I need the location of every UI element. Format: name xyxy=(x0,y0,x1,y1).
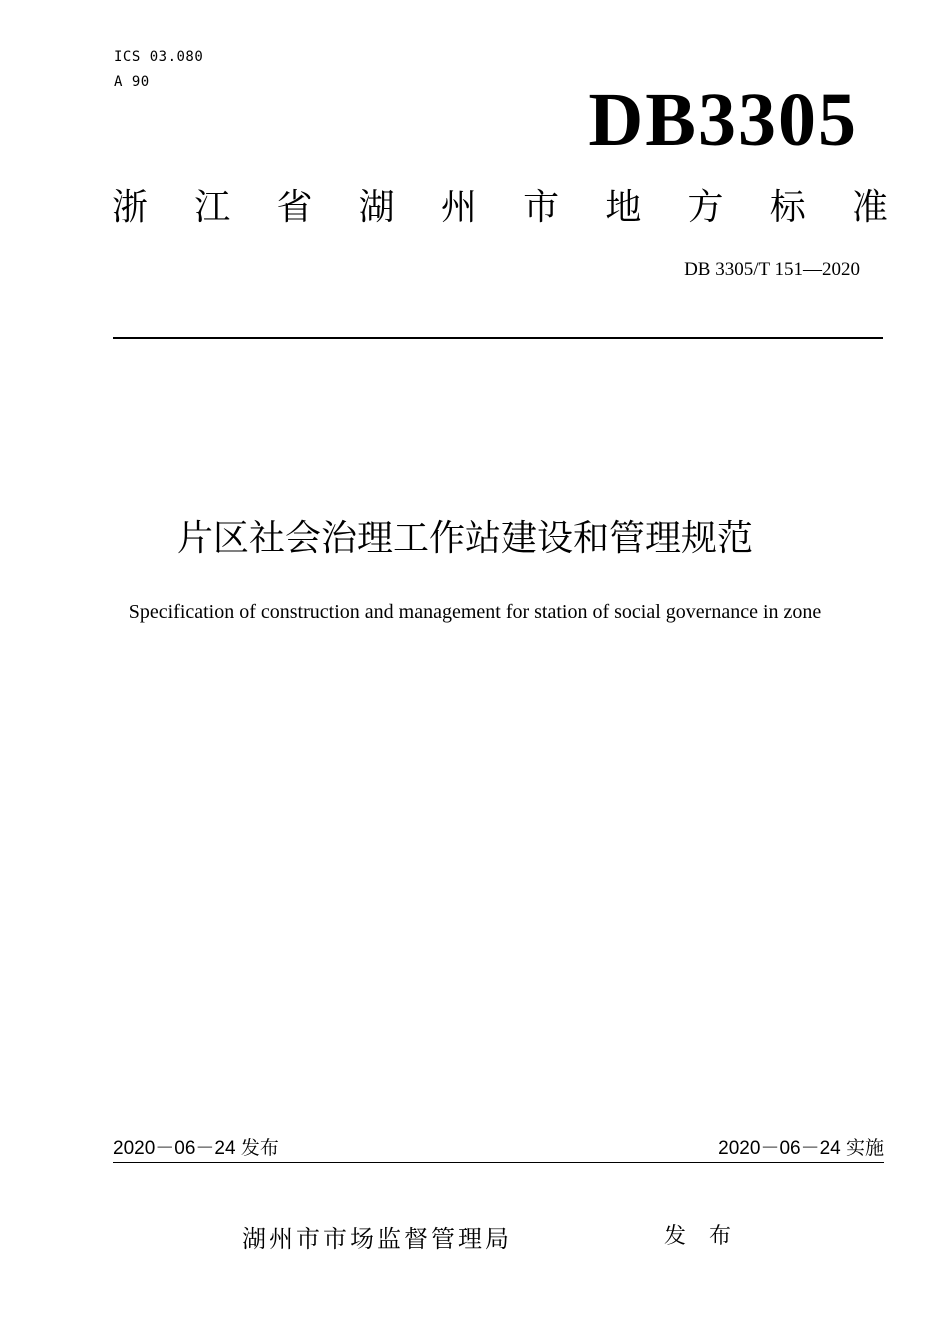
standard-type-char: 浙 xyxy=(112,187,149,228)
document-title-english: Specification of construction and management for station of social governance in zone xyxy=(128,601,822,623)
standard-type-char: 江 xyxy=(194,187,231,228)
standard-type-char: 州 xyxy=(440,187,477,228)
standard-type-char: 市 xyxy=(523,187,560,228)
ccs-code: A 90 xyxy=(114,74,150,90)
footer-divider xyxy=(113,1162,884,1163)
implementation-date: 2020－06－24 实施 xyxy=(718,1138,884,1159)
issue-date: 2020－06－24 发布 xyxy=(113,1138,279,1159)
standard-type-char: 省 xyxy=(276,187,313,228)
standard-type-heading xyxy=(112,186,888,230)
header-divider xyxy=(113,337,883,339)
document-title-chinese: 片区社会治理工作站建设和管理规范 xyxy=(176,518,753,559)
standard-number: DB 3305/T 151—2020 xyxy=(684,259,860,280)
ics-code: ICS 03.080 xyxy=(114,49,204,65)
standard-type-char: 准 xyxy=(851,187,888,228)
issuing-authority: 湖州市市场监督管理局 xyxy=(242,1225,512,1253)
standard-type-char: 地 xyxy=(605,187,642,228)
standard-type-char: 方 xyxy=(687,187,724,228)
issue-label: 发 布 xyxy=(664,1224,739,1249)
standard-type-char: 湖 xyxy=(358,187,395,228)
db-code-logo: DB3305 xyxy=(588,78,858,162)
standard-type-char: 标 xyxy=(769,187,806,228)
